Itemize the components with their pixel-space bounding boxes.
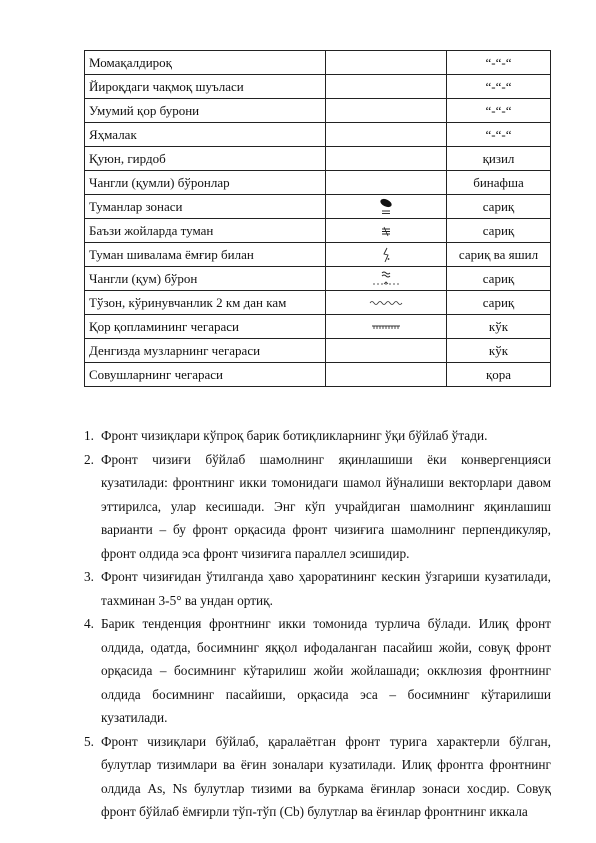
map-color-cell: сариқ [447, 219, 551, 243]
symbol-cell [326, 363, 447, 387]
symbol-cell [326, 51, 447, 75]
phenomenon-name-cell: Момақалдироқ [85, 51, 326, 75]
list-item-number: 1. [84, 428, 94, 443]
list-item-text: Барик тенденция фронтнинг икки томонида турлича бўлади. Илиқ фронт олдида, одатда, босимнинг яққол ифодаланган пасайиш жойи, совуқ фронт орқасида – босимнинг кўтарилиш жойи жойлашади; окклюзия фронтнинг олдида босимнинг пасайиши, орқасида эса – босимнинг кўтарилиши кузатилади. [101, 616, 551, 725]
symbol-cell [326, 195, 447, 219]
phenomenon-name-cell: Баъзи жойларда туман [85, 219, 326, 243]
symbol-cell [326, 267, 447, 291]
map-color-cell: сариқ [447, 195, 551, 219]
phenomenon-name-cell: Тўзон, кўринувчанлик 2 км дан кам [85, 291, 326, 315]
list-item-text: Фронт чизиқлари бўйлаб, қаралаётган фронт турига характерли бўлган, булутлар тизимлари ва ёғин зоналари кузатилади. Илиқ фронтга фронтнинг олдида As, Ns булутлар тизими ва буркама ёғинлар зонаси хосдир. Совуқ фронт бўйлаб ёмғирли тўп-тўп (Cb) булутлар ва ёғинлар фронтнинг иккала [101, 733, 551, 819]
snow-cover-boundary-icon [330, 322, 442, 332]
list-item [84, 424, 551, 448]
list-item [84, 730, 551, 824]
table-row [85, 51, 551, 75]
list-item-number: 5. [84, 733, 94, 749]
phenomenon-name-cell: Қор қопламининг чегараси [85, 315, 326, 339]
patchy-fog-icon [330, 225, 442, 237]
haze-icon [330, 298, 442, 308]
table-row [85, 363, 551, 387]
table-row [85, 99, 551, 123]
map-color-cell: “-“-“ [447, 99, 551, 123]
table-row [85, 195, 551, 219]
table-body [85, 51, 551, 387]
fog-drizzle-icon [330, 247, 442, 263]
weather-symbols-table [84, 50, 551, 387]
symbol-cell [326, 171, 447, 195]
table-row [85, 219, 551, 243]
phenomenon-name-cell: Туманлар зонаси [85, 195, 326, 219]
list-item-number: 2. [84, 451, 94, 467]
phenomenon-name-cell: Чангли (қумли) бўронлар [85, 171, 326, 195]
table-row [85, 171, 551, 195]
list-item [84, 612, 551, 730]
phenomenon-name-cell: Чангли (қум) бўрон [85, 267, 326, 291]
phenomenon-name-cell: Қуюн, гирдоб [85, 147, 326, 171]
symbol-cell [326, 339, 447, 363]
list-item-number: 3. [84, 569, 94, 584]
numbered-notes-list [84, 424, 551, 824]
table-row [85, 147, 551, 171]
list-item [84, 565, 551, 612]
phenomenon-name-cell: Яҳмалак [85, 123, 326, 147]
map-color-cell: “-“-“ [447, 51, 551, 75]
phenomenon-name-cell: Йироқдаги чақмоқ шуъласи [85, 75, 326, 99]
table-row [85, 267, 551, 291]
map-color-cell: “-“-“ [447, 123, 551, 147]
map-color-cell: қора [447, 363, 551, 387]
symbol-cell [326, 291, 447, 315]
phenomenon-name-cell: Туман шивалама ёмғир билан [85, 243, 326, 267]
list-item-text: Фронт чизиқлари кўпроқ барик ботиқликларнинг ўқи бўйлаб ўтади. [101, 428, 488, 443]
table-row [85, 291, 551, 315]
dust-storm-icon [330, 269, 442, 289]
map-color-cell: сариқ [447, 291, 551, 315]
table-row [85, 75, 551, 99]
symbol-cell [326, 147, 447, 171]
table-row [85, 315, 551, 339]
symbol-cell [326, 243, 447, 267]
phenomenon-name-cell: Совушларнинг чегараси [85, 363, 326, 387]
list-item-text: Фронт чизиғидан ўтилганда ҳаво ҳароратининг кескин ўзгариши кузатилади, тахминан 3-5° ва ундан ортиқ. [101, 569, 551, 608]
map-color-cell: кўк [447, 339, 551, 363]
symbol-cell [326, 315, 447, 339]
symbol-cell [326, 219, 447, 243]
phenomenon-name-cell: Умумий қор бурони [85, 99, 326, 123]
symbol-cell [326, 123, 447, 147]
list-item-text: Фронт чизиғи бўйлаб шамолнинг яқинлашиши ёки конвергенцияси кузатилади: фронтнинг икки томонидаги шамол йўналиши векторлари давом эттирилса, улар кесишади. Энг кўп учрайдиган шамолнинг яқинлашиш варианти – бу фронт орқасида фронт чизиғига шамолнинг перпендикуляр, фронт олдида эса фронт чизиғига параллел эсишидир. [101, 451, 551, 561]
map-color-cell: қизил [447, 147, 551, 171]
table-row [85, 123, 551, 147]
table-row [85, 243, 551, 267]
symbol-cell [326, 75, 447, 99]
map-color-cell: кўк [447, 315, 551, 339]
map-color-cell: сариқ [447, 267, 551, 291]
table-row [85, 339, 551, 363]
map-color-cell: бинафша [447, 171, 551, 195]
phenomenon-name-cell: Денгизда музларнинг чегараси [85, 339, 326, 363]
map-color-cell: “-“-“ [447, 75, 551, 99]
fog-zone-icon [330, 197, 442, 217]
list-item [84, 448, 551, 566]
symbol-cell [326, 99, 447, 123]
map-color-cell: сариқ ва яшил [447, 243, 551, 267]
list-item-number: 4. [84, 616, 94, 631]
